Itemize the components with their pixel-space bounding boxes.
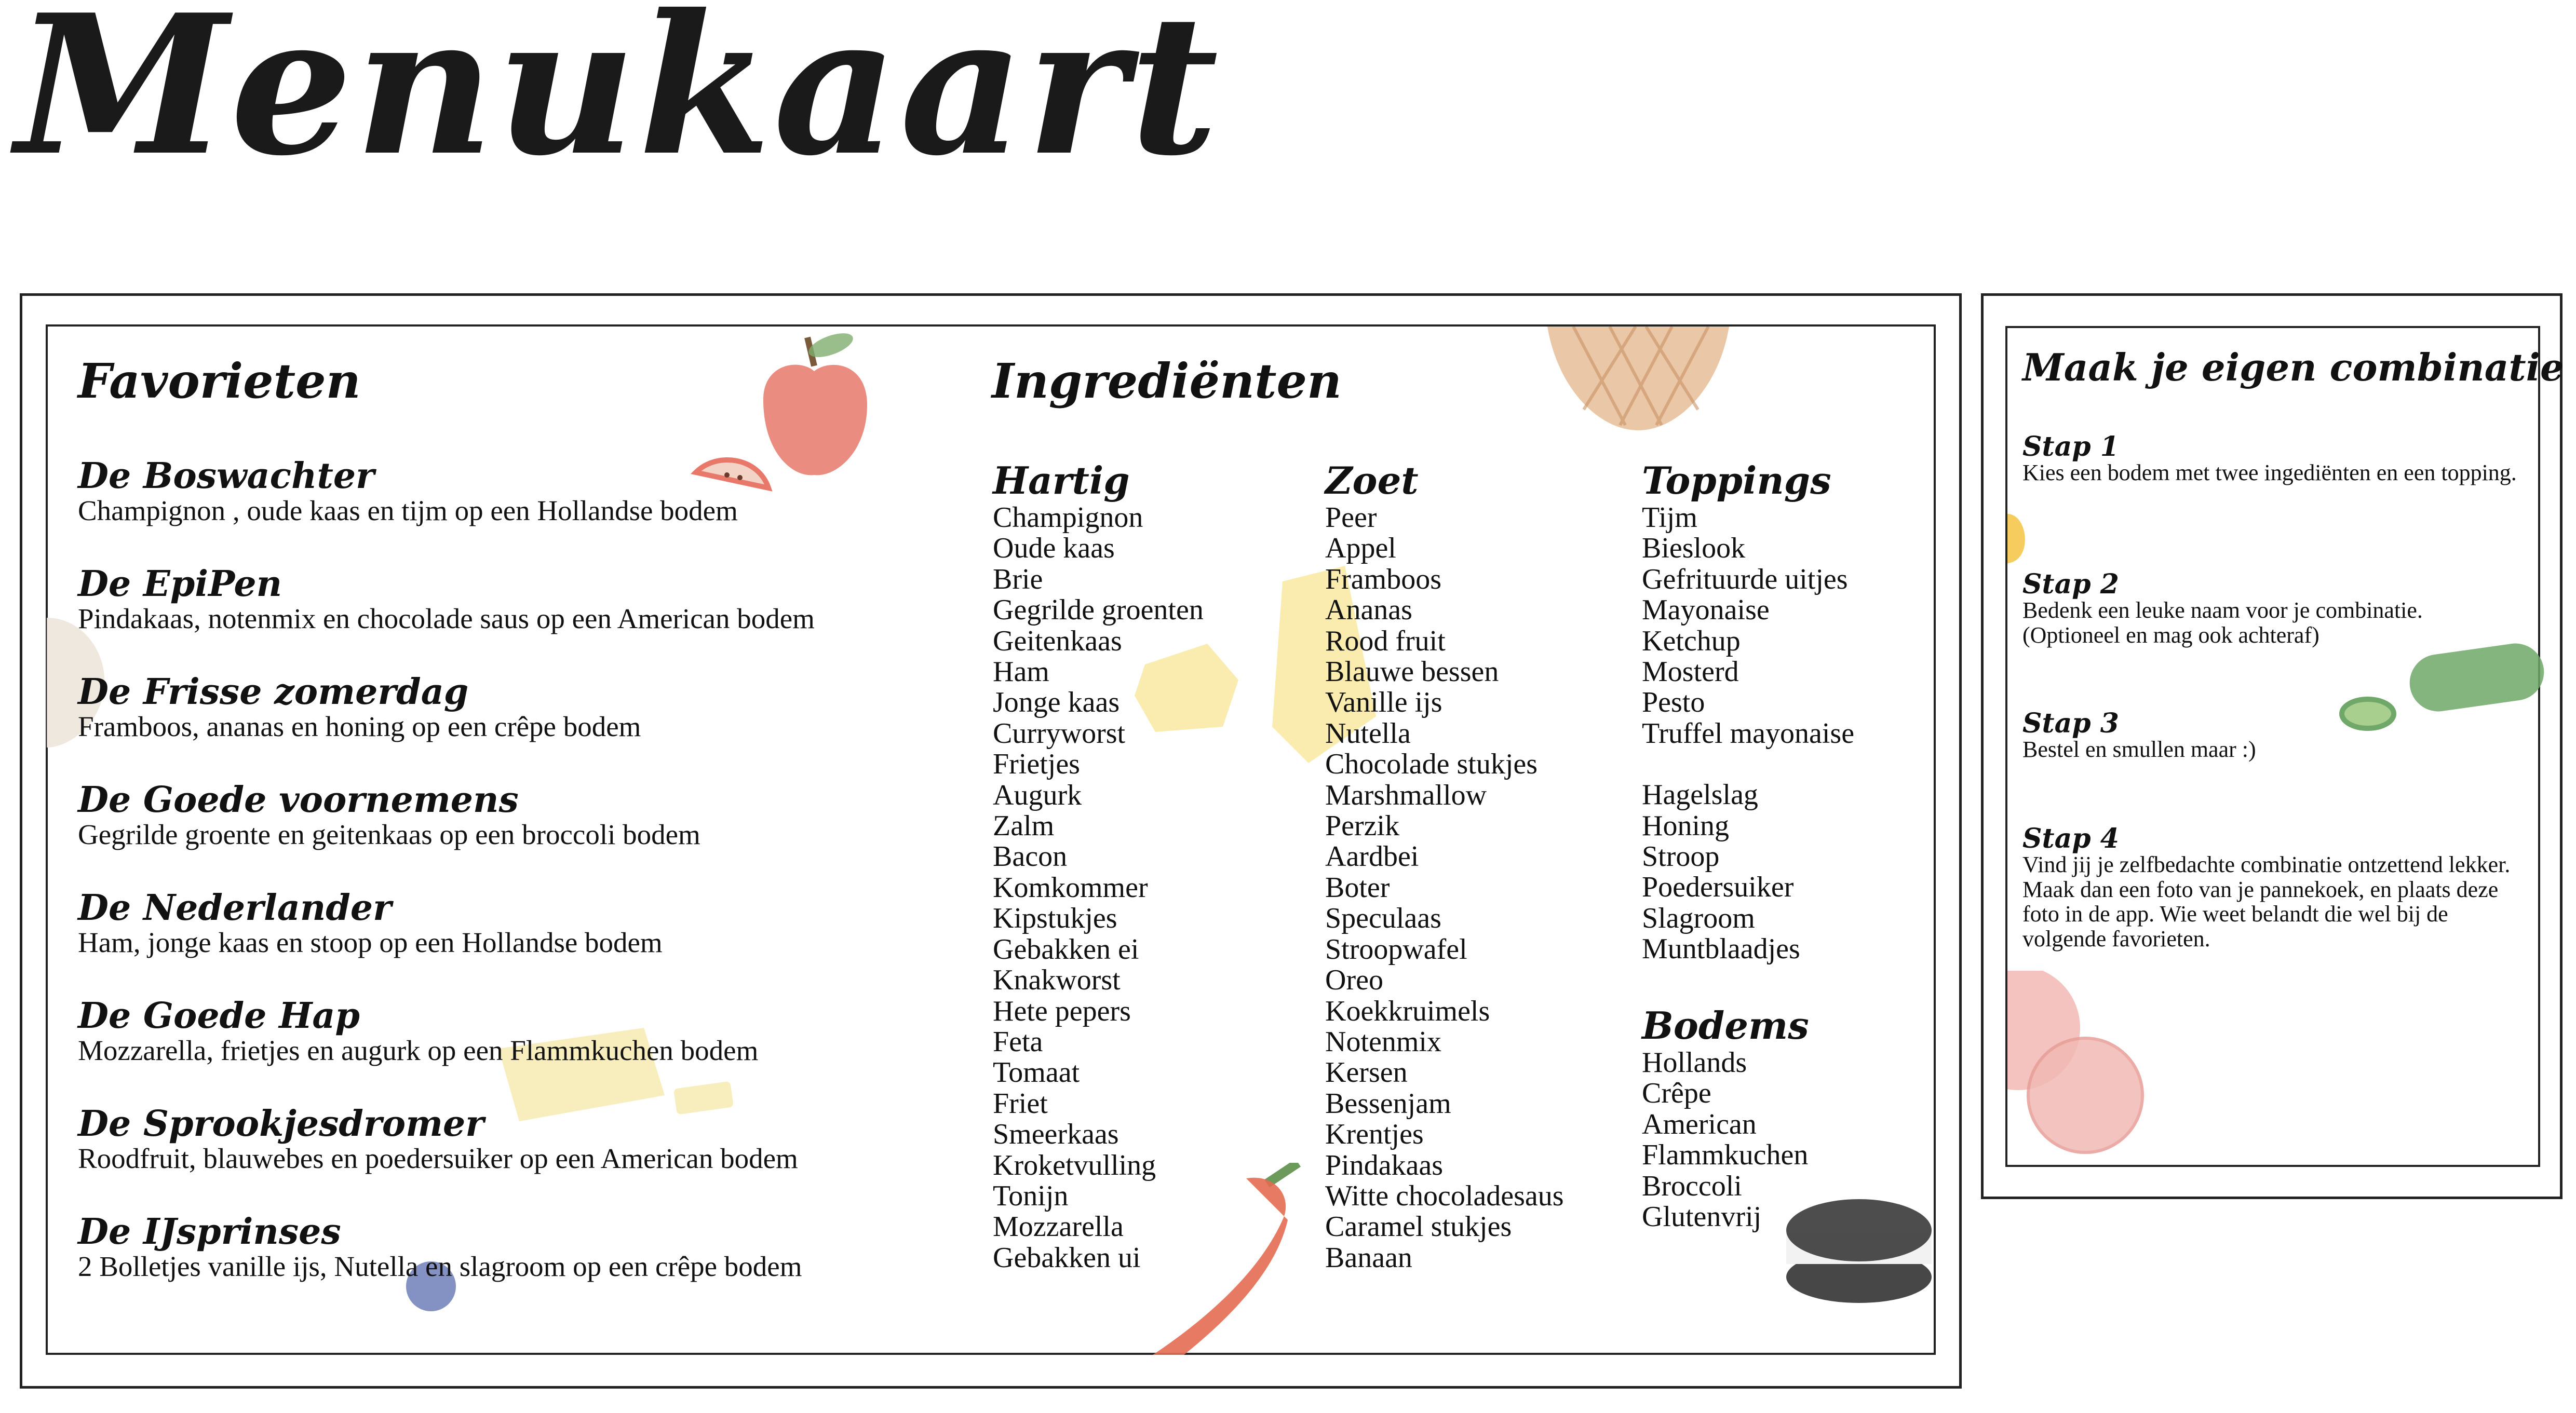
ingredient-item: Appel <box>1325 532 1396 565</box>
ingredient-item: Marshmallow <box>1325 779 1487 811</box>
favorite-item <box>78 779 971 851</box>
egg-yolk-illustration <box>2007 514 2039 566</box>
step <box>2022 825 2521 951</box>
ingredient-item: Gebakken ui <box>993 1241 1141 1274</box>
ingredient-item: American <box>1642 1108 1757 1140</box>
ingredient-item: Pindakaas <box>1325 1149 1444 1181</box>
ingredient-item: Feta <box>993 1025 1043 1058</box>
salami-illustration <box>2007 971 2148 1158</box>
step-title: Stap 4 <box>2022 823 2119 854</box>
ingredient-item: Mayonaise <box>1642 594 1770 627</box>
zoet-list <box>1325 502 1564 1273</box>
ingredient-item: Blauwe bessen <box>1325 656 1499 688</box>
bodems-column <box>1642 1003 1809 1233</box>
ingredient-item: Poedersuiker <box>1642 871 1794 904</box>
ingredient-item: Speculaas <box>1325 902 1441 935</box>
waffle-illustration <box>1542 327 1739 430</box>
hartig-column <box>993 458 1204 1274</box>
favorite-name: De IJsprinses <box>78 1211 341 1253</box>
favorite-name: De Goede voornemens <box>78 779 519 821</box>
ingredient-item: Kersen <box>1325 1056 1408 1089</box>
step-title: Stap 2 <box>2022 568 2119 600</box>
ingredient-item: Ham <box>993 656 1049 688</box>
ingredient-item: Nutella <box>1325 717 1411 750</box>
ingredient-item: Gegrilde groenten <box>993 594 1204 627</box>
ingredient-item: Rood fruit <box>1325 624 1446 657</box>
step <box>2022 568 2521 648</box>
page-title: Menukaart <box>16 0 1221 198</box>
favorite-item <box>78 563 971 635</box>
ingredient-item: Hagelslag <box>1642 779 1758 811</box>
ingredient-item: Broccoli <box>1642 1170 1742 1202</box>
ingredient-item: Gebakken ei <box>993 933 1139 966</box>
toppings-list <box>1642 780 1854 964</box>
ingredient-item: Tonijn <box>993 1179 1069 1212</box>
favorite-description: Gegrilde groente en geitenkaas op een broccoli bodem <box>78 819 700 851</box>
toppings-list <box>1642 502 1854 749</box>
ingredient-item: Koekkruimels <box>1325 995 1490 1027</box>
bodems-title: Bodems <box>1642 1003 1809 1048</box>
ingredient-item: Chocolade stukjes <box>1325 748 1538 781</box>
ingredient-item: Zalm <box>993 810 1055 843</box>
ingredient-item: Brie <box>993 563 1043 595</box>
ingredient-item: Truffel mayonaise <box>1642 717 1855 750</box>
ingredient-item: Jonge kaas <box>993 686 1120 719</box>
ingredient-item: Vanille ijs <box>1325 686 1442 719</box>
favorite-name: De Frisse zomerdag <box>78 671 469 713</box>
ingredient-item: Hollands <box>1642 1047 1747 1079</box>
ingredient-item: Bieslook <box>1642 532 1746 565</box>
ingredient-item: Witte chocoladesaus <box>1325 1179 1564 1212</box>
ingredient-item: Friet <box>993 1087 1048 1120</box>
ingredient-item: Boter <box>1325 871 1390 904</box>
zoet-title: Zoet <box>1325 458 1419 502</box>
ingredient-item: Stroop <box>1642 840 1720 873</box>
ingredient-item: Peer <box>1325 501 1377 534</box>
favorite-description: 2 Bolletjes vanille ijs, Nutella en slagroom op een crêpe bodem <box>78 1251 802 1283</box>
ingredient-item: Frietjes <box>993 748 1080 781</box>
ingredient-item: Tomaat <box>993 1056 1080 1089</box>
ingredient-item: Ananas <box>1325 594 1412 627</box>
favorite-item <box>78 455 971 527</box>
ingredient-item: Slagroom <box>1642 902 1755 934</box>
favorite-name: De Goede Hap <box>78 995 360 1037</box>
ingredients-heading: Ingrediënten <box>992 353 1342 409</box>
favorite-description: Pindakaas, notenmix en chocolade saus op een American bodem <box>78 603 815 635</box>
ingredient-item: Flammkuchen <box>1642 1139 1809 1172</box>
step-text: Vind jij je zelfbedachte combinatie ontzettend lekker. Maak dan een foto van je pannekoek, en plaats deze foto in de app. Wie weet belandt die wel bij de volgende favorieten. <box>2022 852 2511 952</box>
favorite-description: Champignon , oude kaas en tijm op een Hollandse bodem <box>78 495 738 527</box>
favorite-item <box>78 1211 971 1283</box>
ingredient-item: Curryworst <box>993 717 1126 750</box>
ingredient-item: Stroopwafel <box>1325 933 1467 966</box>
ingredient-item: Framboos <box>1325 563 1441 595</box>
step <box>2022 710 2521 762</box>
hartig-title: Hartig <box>993 458 1130 502</box>
ingredient-item: Oreo <box>1325 964 1383 997</box>
ingredient-item: Mosterd <box>1642 656 1739 688</box>
bodems-list <box>1642 1048 1809 1232</box>
favorite-description: Framboos, ananas en honing op een crêpe bodem <box>78 711 641 743</box>
ingredient-item: Bessenjam <box>1325 1087 1451 1120</box>
favorite-description: Mozzarella, frietjes en augurk op een Flammkuchen bodem <box>78 1035 759 1067</box>
ingredient-item: Pesto <box>1642 686 1705 719</box>
ingredient-item: Muntblaadjes <box>1642 933 1800 966</box>
ingredient-item: Caramel stukjes <box>1325 1211 1512 1243</box>
hartig-list <box>993 502 1204 1273</box>
step-text: Kies een bodem met twee ingediënten en een topping. <box>2022 460 2517 485</box>
favorite-item <box>78 887 971 959</box>
ingredient-item: Kipstukjes <box>993 902 1117 935</box>
ingredient-item: Perzik <box>1325 810 1400 843</box>
combination-heading: Maak je eigen combinatie <box>2022 345 2564 389</box>
step-title: Stap 3 <box>2022 708 2119 739</box>
favorite-name: De Nederlander <box>78 887 392 929</box>
ingredient-item: Krentjes <box>1325 1118 1424 1151</box>
favorite-item <box>78 671 971 743</box>
favorite-item <box>78 995 971 1067</box>
ingredient-item: Banaan <box>1325 1241 1412 1274</box>
favorite-item <box>78 1103 971 1175</box>
ingredient-item: Honing <box>1642 809 1729 842</box>
favorites-heading: Favorieten <box>78 353 361 409</box>
ingredient-item: Notenmix <box>1325 1025 1441 1058</box>
step-title: Stap 1 <box>2022 431 2119 463</box>
step <box>2022 433 2521 485</box>
ingredient-item: Mozzarella <box>993 1211 1124 1243</box>
favorite-name: De Sprookjesdromer <box>78 1103 484 1145</box>
ingredient-item: Knakworst <box>993 964 1121 997</box>
ingredient-item: Smeerkaas <box>993 1118 1119 1151</box>
zoet-column <box>1325 458 1564 1274</box>
favorite-name: De EpiPen <box>78 563 282 605</box>
ingredient-item: Crêpe <box>1642 1077 1711 1110</box>
ingredient-item: Gefrituurde uitjes <box>1642 563 1848 595</box>
ingredient-item: Geitenkaas <box>993 624 1122 657</box>
ingredient-item: Aardbei <box>1325 840 1419 873</box>
ingredient-item: Kroketvulling <box>993 1149 1156 1181</box>
favorite-name: De Boswachter <box>78 455 374 497</box>
ingredient-item: Tijm <box>1642 501 1697 534</box>
favorite-description: Ham, jonge kaas en stoop op een Hollandse bodem <box>78 927 663 959</box>
ingredient-item: Oude kaas <box>993 532 1115 565</box>
ingredient-item: Glutenvrij <box>1642 1201 1762 1233</box>
ingredient-item: Augurk <box>993 779 1082 811</box>
ingredient-item: Bacon <box>993 840 1068 873</box>
ingredient-item: Ketchup <box>1642 624 1741 657</box>
toppings-column <box>1642 458 1855 966</box>
ingredient-item: Komkommer <box>993 871 1148 904</box>
favorite-description: Roodfruit, blauwebes en poedersuiker op een American bodem <box>78 1143 798 1175</box>
step-text: Bestel en smullen maar :) <box>2022 737 2256 762</box>
ingredient-item: Champignon <box>993 501 1143 534</box>
step-text: Bedenk een leuke naam voor je combinatie. (Optioneel en mag ook achteraf) <box>2022 597 2423 648</box>
toppings-title: Toppings <box>1642 458 1831 502</box>
ingredient-item: Hete pepers <box>993 995 1131 1027</box>
